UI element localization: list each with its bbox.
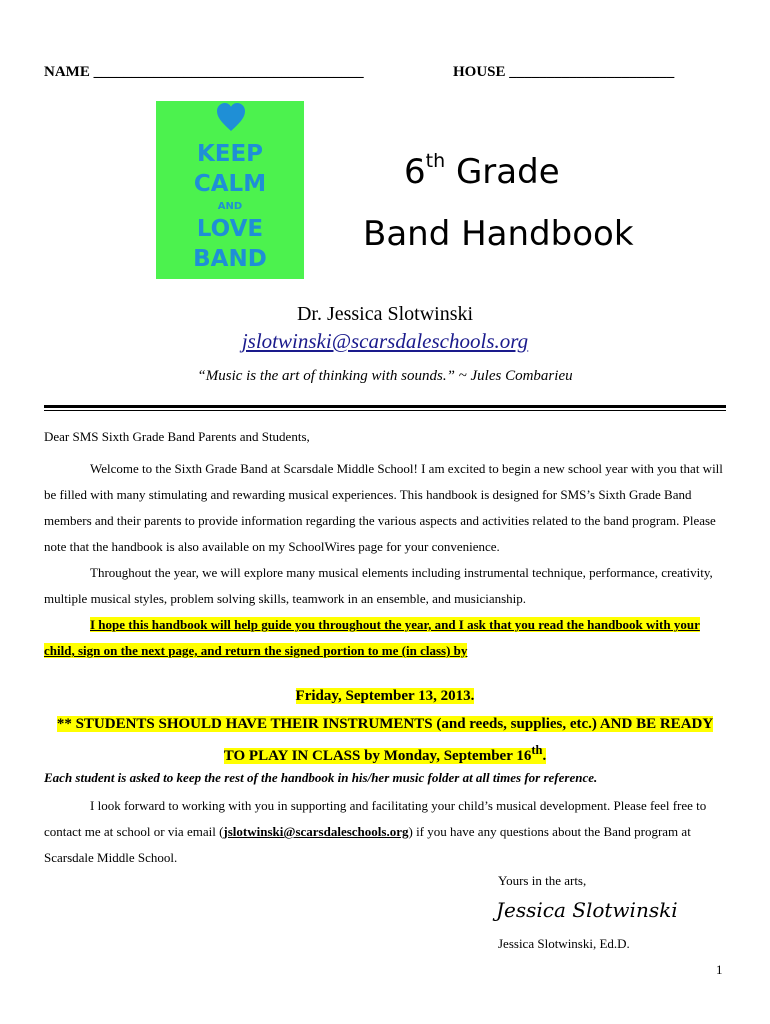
name-field-label: NAME ____________________________________ [44, 64, 364, 80]
poster-line-calm: CALM [193, 171, 267, 197]
handwritten-signature: Jessica Slotwinski [496, 898, 678, 922]
author-email-text[interactable]: jslotwinski@scarsdaleschools.org [241, 329, 529, 353]
instruments-notice-line1-text: ** STUDENTS SHOULD HAVE THEIR INSTRUMENTS (and reeds, supplies, etc.) AND BE READY [56, 716, 714, 732]
grade-number: 6 [404, 152, 426, 192]
contact-text-end: ) if you have any questions about the Band program at Scarsdale Middle School. [44, 824, 691, 865]
return-instructions-text: I hope this handbook will help guide you throughout the year, and I ask that you read the handbook with your child, sign on the next page, and return the signed portion to me (in class) by [44, 617, 700, 658]
page-number: 1 [716, 962, 723, 977]
instruments-notice-line1 [0, 716, 770, 733]
instruments-notice-superscript: th [531, 743, 543, 757]
author-name: Dr. Jessica Slotwinski [296, 303, 474, 325]
instruments-notice-period: . [542, 748, 547, 764]
signer-name: Jessica Slotwinski, Ed.D. [498, 936, 630, 951]
instruments-notice-line2-main: TO PLAY IN CLASS by Monday, September 16 [223, 748, 532, 764]
grade-word: Grade [445, 152, 560, 192]
grade-superscript: th [425, 149, 446, 172]
handbook-title-grade [404, 149, 560, 192]
letter-closing: Yours in the arts, [498, 873, 587, 888]
return-instructions [44, 612, 728, 664]
poster-line-band: BAND [193, 246, 267, 272]
instruments-notice-line2-text [223, 743, 547, 764]
house-field-label: HOUSE ______________________ [453, 64, 675, 80]
heart-icon [217, 103, 245, 133]
due-date-text: Friday, September 13, 2013. [295, 688, 475, 704]
instruments-notice-line2 [0, 743, 770, 765]
letter-salutation: Dear SMS Sixth Grade Band Parents and Students, [44, 429, 310, 444]
music-quote: “Music is the art of thinking with sounds.” ~ Jules Combarieu [197, 368, 573, 384]
folder-reference-note: Each student is asked to keep the rest of the handbook in his/her music folder at all times for reference. [44, 770, 598, 785]
handbook-title-band: Band Handbook [363, 214, 634, 254]
poster-line-love: LOVE [196, 216, 264, 242]
divider-thick [44, 405, 726, 408]
due-date [0, 688, 770, 705]
letter-body-top [44, 456, 728, 664]
contact-text-start: I look forward to working with you in supporting and facilitating your child’s musical development. Please feel free to contact me at school or via email ( [44, 798, 707, 839]
contact-paragraph [44, 793, 728, 871]
welcome-paragraph: Welcome to the Sixth Grade Band at Scarsdale Middle School! I am excited to begin a new school year with you that will be filled with many stimulating and rewarding musical experiences. This handbook is designed for SMS’s Sixth Grade Band members and their parents to provide information regarding the various aspects and activities related to the band program. Please note that the handbook is also available on my SchoolWires page for your convenience. [44, 461, 723, 554]
contact-email-link[interactable]: jslotwinski@scarsdaleschools.org [223, 824, 409, 839]
divider-thin [44, 410, 726, 411]
explore-paragraph: Throughout the year, we will explore many musical elements including instrumental technique, performance, creativity, multiple musical styles, problem solving skills, teamwork in an ensemble, and musicianship. [44, 565, 713, 606]
poster-line-keep: KEEP [196, 141, 264, 167]
poster-line-and: AND [217, 201, 243, 212]
author-email-link[interactable] [0, 329, 770, 354]
